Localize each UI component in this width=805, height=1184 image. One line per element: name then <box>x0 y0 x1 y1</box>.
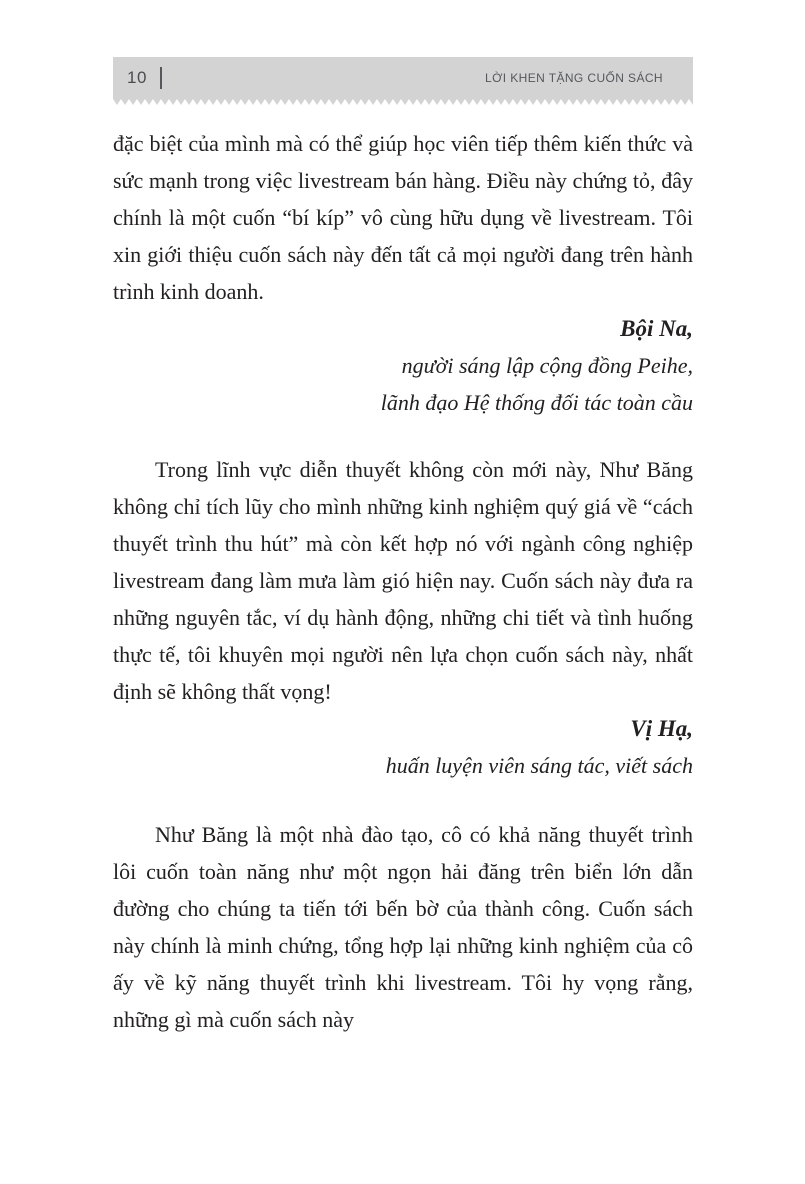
page-number: 10 <box>127 68 147 87</box>
endorsement-paragraph: Trong lĩnh vực diễn thuyết không còn mới này, Như Băng không chỉ tích lũy cho mình những kinh nghiệm quý giá về “cách thuyết trình thu hút” mà còn kết hợp nó với ngành công nghiệp livestream đang làm mưa làm gió hiện nay. Cuốn sách này đưa ra những nguyên tắc, ví dụ hành động, những chi tiết và tình huống thực tế, tôi khuyên mọi người nên lựa chọn cuốn sách này, nhất định sẽ không thất vọng! <box>113 457 693 704</box>
running-header-title: LỜI KHEN TẶNG CUỐN SÁCH <box>485 71 663 85</box>
endorser-name: Vị Hạ, <box>630 716 693 741</box>
endorsements-text <box>113 125 693 1038</box>
page-content-column <box>113 0 693 1038</box>
endorsement-paragraph: đặc biệt của mình mà có thể giúp học viên tiếp thêm kiến thức và sức mạnh trong việc livestream bán hàng. Điều này chứng tỏ, đây chính là một cuốn “bí kíp” vô cùng hữu dụng về livestream. Tôi xin giới thiệu cuốn sách này đến tất cả mọi người đang trên hành trình kinh doanh. <box>113 131 693 304</box>
header-sawtooth-edge <box>113 99 693 105</box>
endorser-title: người sáng lập cộng đồng Peihe, <box>401 353 693 378</box>
signature-block <box>113 310 693 421</box>
signature-block <box>113 710 693 784</box>
running-header <box>113 57 693 99</box>
running-header-left <box>127 67 162 89</box>
endorser-name: Bội Na, <box>620 316 693 341</box>
endorsement-block-2 <box>113 451 693 784</box>
endorsement-block-1 <box>113 125 693 421</box>
endorser-title: lãnh đạo Hệ thống đối tác toàn cầu <box>380 390 693 415</box>
header-divider-line <box>160 67 162 89</box>
endorser-title: huấn luyện viên sáng tác, viết sách <box>385 753 693 778</box>
endorsement-block-3 <box>113 816 693 1038</box>
endorsement-paragraph: Như Băng là một nhà đào tạo, cô có khả năng thuyết trình lôi cuốn toàn năng như một ngọn hải đăng trên biển lớn dẫn đường cho chúng ta tiến tới bến bờ của thành công. Cuốn sách này chính là minh chứng, tổng hợp lại những kinh nghiệm của cô ấy về kỹ năng thuyết trình khi livestream. Tôi hy vọng rằng, những gì mà cuốn sách này <box>113 822 693 1032</box>
